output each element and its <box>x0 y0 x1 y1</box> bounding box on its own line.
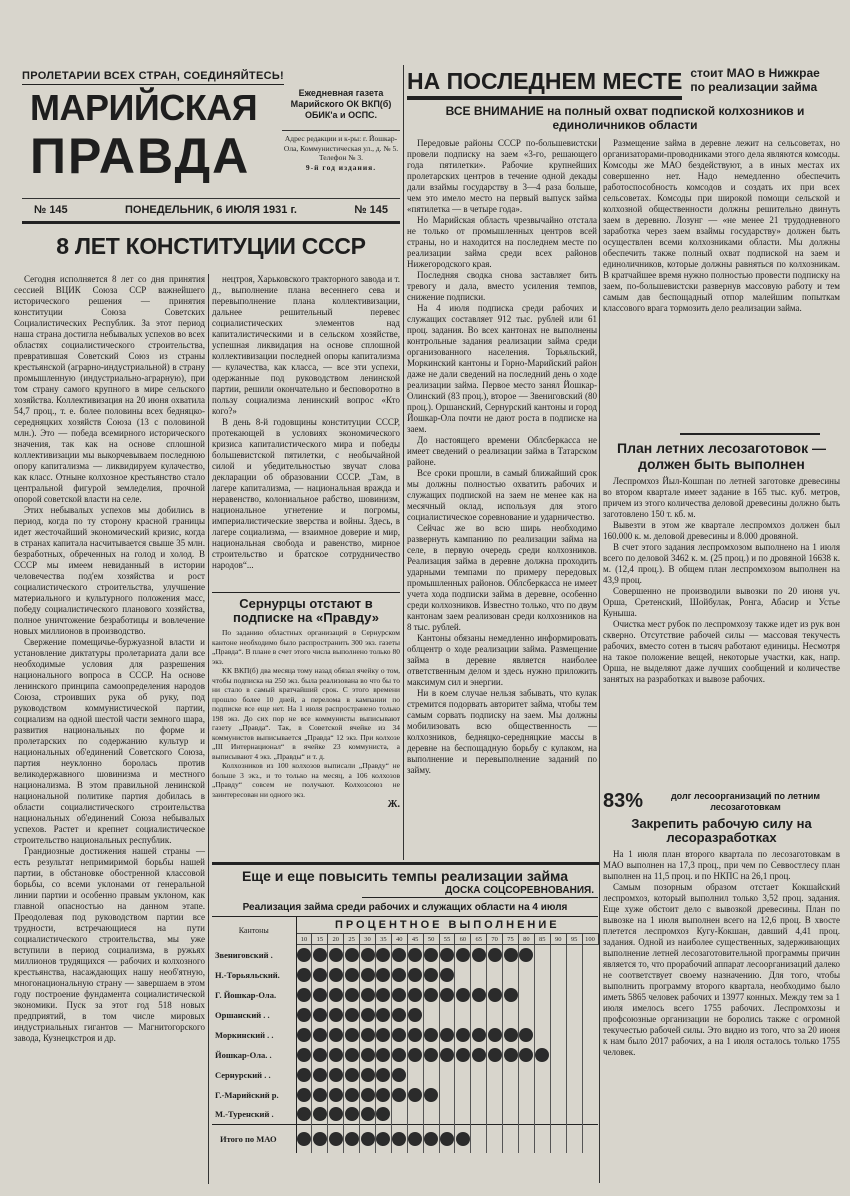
progress-dot <box>376 1088 390 1102</box>
canton-name: Г. Йошкар-Ола. <box>212 985 296 1005</box>
progress-dot <box>345 1132 359 1146</box>
paragraph: нецтроя, Харьковского тракторного завода и т. д., выполнение плана весеннего сева и перевыполнение плана коллективизации, дальнее решительный перевес социалистических элементов над капиталистическими и в сельском хозяйстве, успешная ликвидация на основе сплошной коллективизации последней опоры капитализма — кулачества, как класса, — все эти успехи, одержанные под руководством ленинской партии, решили окончательно и бесповоротно в пользу социализма ленинский вопрос «Кто кого?» <box>212 274 400 416</box>
progress-dot <box>376 948 390 962</box>
tick-label: 75 <box>503 934 519 945</box>
canton-name: Моркинский . . <box>212 1025 296 1045</box>
board-headline: Еще и еще повысить темпы реализации займа <box>241 868 569 884</box>
progress-dot <box>408 948 422 962</box>
masthead-motto: ПРОЛЕТАРИИ ВСЕХ СТРАН, СОЕДИНЯЙТЕСЬ! <box>22 70 284 85</box>
progress-dot <box>424 1028 438 1042</box>
logo-line-2: ПРАВДА <box>30 128 251 184</box>
paragraph: Последняя сводка снова заставляет бить тревогу и дала, вместо усиления темпов, снижение подписки. <box>407 270 597 302</box>
progress-dot <box>297 968 311 982</box>
table-row <box>212 1025 598 1045</box>
tick-label: 25 <box>344 934 360 945</box>
progress-dot <box>345 1048 359 1062</box>
sernur-title: Сернурцы отстают в подписке на «Правду» <box>233 596 379 625</box>
progress-dot <box>329 948 343 962</box>
sernur-body <box>212 628 400 799</box>
progress-dot <box>424 1048 438 1062</box>
tick-label: 40 <box>391 934 407 945</box>
issue-date: ПОНЕДЕЛЬНИК, 6 ИЮЛЯ 1931 г. <box>125 204 297 216</box>
progress-dot <box>345 1088 359 1102</box>
progress-dot <box>361 1088 375 1102</box>
paragraph: Колхозников из 100 колхозов выписали „Правду“ не больше 3 экз., и то только на месяц, а 106 колхозов „Правду“ совсем не получают. Колхозсоюз не заинтересован ни одного экз. <box>212 761 400 799</box>
progress-dot <box>361 1132 375 1146</box>
table-row <box>212 985 598 1005</box>
paragraph: В день 8-й годовщины конституции СССР, протекающей в условиях экономического кризиса капиталистического мира и победы большевистской пятилетки, с необычайной силой и убедительностью звучат слова декларации об образовании СССР. „Там, в лагере капитализма, — национальная вражда и неравенство, колониальное рабство, шовинизм, национальное угнетение и погромы, империалистические зверства и войны. Здесь, в лагере социализма, — взаимное доверие и мир, национальная свобода и равенство, мирное строительство и братское сотрудничество народов“... <box>212 417 400 570</box>
progress-dot <box>424 948 438 962</box>
progress-dot <box>313 1068 327 1082</box>
progress-dot <box>519 948 533 962</box>
paragraph: Кантоны обязаны немедленно информировать облцентр о ходе реализации займа. Размещение займа в деревне является наиболее ответственным делом и здесь нужно приложить максимум сил и энергии. <box>407 633 597 687</box>
progress-dot <box>297 1048 311 1062</box>
progress-dot <box>329 1068 343 1082</box>
tick-label: 10 <box>296 934 312 945</box>
progress-dot <box>488 1048 502 1062</box>
row-header: Кантоны <box>212 917 296 945</box>
progress-dot <box>313 1088 327 1102</box>
progress-dot <box>376 1008 390 1022</box>
tick-label: 45 <box>407 934 423 945</box>
issue-number-left: № 145 <box>34 204 68 216</box>
table-row <box>212 1065 598 1085</box>
progress-dot <box>345 988 359 1002</box>
canton-name: Н.-Торьяльский. <box>212 965 296 985</box>
paragraph: Самым позорным образом отстает Кокшайский леспромхоз, который выполнил только 3,52 проц. задания. Еще хуже обстоит дело с вывозкой древесины. План по вывозке на 1 июля выполнен всего на 12,6 проц. В хвосте плетется леспромхоз Кугу-Кокшан, давший 4,41 проц. задания. Одной из наиболее существенных, задерживающих выполнение летней лесозаготовительной программы причин является то, что прорабочий аппарат лесоорганизаций далеко не соответствует своему назначению. Для того, чтобы выполнить программу второго квартала, необходимо было иметь 5865 человек рабочих и 13977 конных. Между тем за 1 июля имелось всего 1755 рабочих. Леспромхозы и профсоюзные организации не боролись также с огромной текучестью рабочей силы. Это видно из того, что за 20 июня к нам было 2017 рабочих, а на 1 июля осталось только 1755 человек. <box>603 882 840 1057</box>
labour-debt: долг лесоорганизаций по летним лесозаготовкам <box>670 790 821 812</box>
progress-dot <box>345 968 359 982</box>
progress-dot <box>456 1132 470 1146</box>
progress-dot <box>408 1048 422 1062</box>
progress-dot <box>408 1008 422 1022</box>
progress-dot <box>392 1008 406 1022</box>
column-header: ПРОЦЕНТНОЕ ВЫПОЛНЕНИЕ <box>334 919 560 931</box>
progress-dot <box>329 968 343 982</box>
publisher-info: Ежедневная газета Марийского ОК ВКП(б) ОБИК'а и ОСПС. <box>290 88 392 120</box>
loan-subhead: ВСЕ ВНИМАНИЕ на полный охват подпиской колхозников и единоличников области <box>445 104 805 132</box>
table-row <box>212 1045 598 1065</box>
table-row <box>212 1085 598 1105</box>
progress-dot <box>329 1107 343 1121</box>
address-block <box>282 130 400 172</box>
paragraph: Ни в коем случае нельзя забывать, что кулак стремится подорвать авторитет займа, чтобы тем самым сорвать подписку на заем. Мы должны мобилизовать всю общественность — колхозников, бедняцко-середняцкие массы в деревне на беспощадную борьбу с кулаком, на выполнение и перевыполнение заданий по займу. <box>407 688 597 775</box>
progress-dot <box>408 1088 422 1102</box>
progress-dot <box>329 1088 343 1102</box>
progress-dot <box>424 968 438 982</box>
progress-dot <box>313 948 327 962</box>
tick-label: 30 <box>360 934 376 945</box>
progress-dot <box>297 1088 311 1102</box>
progress-dot <box>424 1132 438 1146</box>
progress-dot <box>472 988 486 1002</box>
progress-dot <box>361 968 375 982</box>
progress-dot <box>392 1088 406 1102</box>
paragraph: Но Марийская область чрезвычайно отстала не только от промышленных центров всей страны, но и находится на последнем месте по реализации займа среди всех районов Нижегородского края. <box>407 215 597 269</box>
progress-dot <box>376 988 390 1002</box>
progress-dot <box>361 1068 375 1082</box>
year-of-publication: 9-й год издания. <box>305 162 377 172</box>
progress-dot <box>376 1107 390 1121</box>
progress-dot <box>424 988 438 1002</box>
progress-dot <box>345 1028 359 1042</box>
tick-label: 15 <box>312 934 328 945</box>
progress-dot <box>440 1048 454 1062</box>
progress-dot <box>535 1048 549 1062</box>
progress-dot <box>297 1068 311 1082</box>
table-row <box>212 1005 598 1025</box>
progress-dot <box>297 1132 311 1146</box>
sernur-article <box>212 597 400 810</box>
paragraph: По заданию областных организаций в Сернурском кантоне необходимо было распространить 300 экз. газеты „Правда“. В плане в счет этого числа выполнено только 80 экз. <box>212 628 400 666</box>
progress-dot <box>376 1048 390 1062</box>
progress-dot <box>408 988 422 1002</box>
progress-dot <box>504 988 518 1002</box>
progress-dot <box>440 1132 454 1146</box>
progress-dot <box>456 988 470 1002</box>
progress-dot <box>313 1008 327 1022</box>
tick-label: 80 <box>518 934 534 945</box>
paragraph: Передовые районы СССР по-большевистски провели подписку на заем «3-го, решающего года пятилетки». Рабочие крупнейших пролетарских центров в течение одной декады дали взаймы государству в 3—4 раза больше, чем это имело место на первый выпуск займа «пятилетка — в четыре года». <box>407 138 597 214</box>
table-row <box>212 965 598 985</box>
lead-article-column-2 <box>212 274 400 571</box>
progress-dot <box>329 1132 343 1146</box>
tick-label: 85 <box>534 934 550 945</box>
paragraph: Все сроки прошли, в самый ближайший срок мы должны полностью охватить рабочих и служащих подпиской на заем не менее как на месячный оклад, используя для этого социалистическое соревнование и ударничество. <box>407 468 597 522</box>
progress-dot <box>456 1028 470 1042</box>
progress-dot <box>440 968 454 982</box>
total-row <box>212 1125 598 1153</box>
paragraph: На 4 июля подписка среди рабочих и служащих составляет 912 тыс. рублей или 61 проц. задания. Во всех кантонах не выполнены контрольные задания реализации займа среди организованного населения. Торьяльский, Моркинский кантоны и Горно-Марийский район даже не дали сведений на последний день о ходе реализации займа. Первое место занял Йошкар-Олинский (83 проц.), второе — Звениговский (80 проц.). Оршанский, Сернурский кантоны и город Йошкар-Ола почти не дают роста в подписке на заем. <box>407 303 597 434</box>
issue-line <box>22 198 400 224</box>
progress-dot <box>472 1028 486 1042</box>
tick-label: 50 <box>423 934 439 945</box>
loan-column-2 <box>603 138 840 314</box>
progress-dot <box>424 1088 438 1102</box>
labour-body <box>603 849 840 1058</box>
paragraph: Леспромхоз Йыл-Кошпан по летней заготовке древесины во втором квартале имеет задание в 165 тыс. куб. метров, причем из этого количества деловой древесины должно быть заготовлено 150 т. кб. м. <box>603 476 840 519</box>
paragraph: Совершенно не производили вывозки по 20 июня уч. Орша, Сретенский, Шойбулак, Ронга, Абасир и Устье Куныша. <box>603 586 840 618</box>
paragraph: КК ВКП(б) два месяца тому назад обязал ячейку о том, чтобы подписка на 250 экз. была реализована во что бы то ни стало в самый кратчайший срок. С этого времени прошло более 10 дней, а перелома в кампании по подписке все еще нет. На 1 июля распространено только 198 экз. До сих пор не все коммунисты выписывают газету „Правда“. Так, в Советской ячейке из 34 коммунистов выписывается „Правда“ 12 экз. При колхозе „III Интернационал“ в ячейке 23 коммуниста, а выписывают 4 экз. „Правды“ и т. д. <box>212 666 400 761</box>
labour-article <box>603 790 840 1058</box>
canton-name: Сернурский . . <box>212 1065 296 1085</box>
progress-dot <box>376 1028 390 1042</box>
progress-dot <box>392 1068 406 1082</box>
paragraph: Размещение займа в деревне лежит на сельсоветах, но организаторами-проводниками этого дела являются комсоды. Комсоды же МАО бездействуют, а в иных местах их совершенно нет. Надо немедленно обеспечить работоспособность комсодов и создать их при всех сельсоветах. Комсоды при широкой помощи сельской и колхозной общественности должны решительно двинуть заем в деревню. Лозунг — «не менее 21 трудодневного заработка через заем взаймы государству» должен быть осуществлен всеми колхозниками области. Мы должны обеспечить также полный охват подпиской на заем и единоличников, которые должны равняться по колхозникам. В кратчайшее время нужно полностью провести подписку на заем, по-большевистски развернув массовую работу и тем самым дав беспощадный отпор малейшим попыткам классового врага тормозить дело реализации займа. <box>603 138 840 313</box>
progress-dot <box>392 948 406 962</box>
canton-name: Йошкар-Ола. . <box>212 1045 296 1065</box>
board-label: ДОСКА СОЦСОРЕВНОВАНИЯ. <box>362 885 598 898</box>
progress-dot <box>313 1107 327 1121</box>
tick-label: 20 <box>328 934 344 945</box>
paragraph: В счет этого задания леспромхозом выполнено на 1 июля всего по деловой 3462 к. м. (25 проц.) и по дровяной 16638 к. м. (12,4 проц.). В общем план леспромхозом выполнен на 43,9 проц. <box>603 542 840 585</box>
progress-dot <box>440 948 454 962</box>
tick-label: 55 <box>439 934 455 945</box>
address: Адрес редакции и к-ры: г. Йошкар-Ола, Коммунистическая ул., д. № 5. <box>283 134 399 153</box>
timber-body <box>603 476 840 685</box>
progress-dot <box>297 948 311 962</box>
paragraph: Очистка мест рубок по леспромхозу также идет из рук вон скверно. Отсутствие рабочей силы — массовая текучесть рабочих, вместо сотен в тысяч работают единицы. Несмотря на такое положение вещей, некоторые участки, как, напр. Орша, не выделяют даже лучших сообщений и количестве занятых на разработках и вывозе рабочих. <box>603 619 840 684</box>
progress-dot <box>345 1068 359 1082</box>
tick-label: 100 <box>582 934 598 945</box>
competition-table <box>212 916 599 1153</box>
paragraph: Вывезти в этом же квартале леспромхоз должен был 160.000 к. м. деловой древесины и 8.000 дровяной. <box>603 520 840 541</box>
progress-dot <box>519 1028 533 1042</box>
progress-dot <box>440 1028 454 1042</box>
paragraph: Грандиозные достижения нашей страны — есть результат непримиримой борьбы нашей партии, в обстановке обостренной классовой борьбы, со всеми уклонами от генеральной линии партии и особенно правым уклоном, как главной опасностью на данном этапе. Преодолевая под руководством партии все трудности, встречающиеся на пути социалистического строительства, мы уже вступили в период социализма, в ружьях миллионов трудящихся — рабочих и колхозного крестьянства, насаждающих нашу необ'ятную, многонациональную страну — завершаем в этом году построение фундамента социалистической экономики. Пуск за этот год 518 новых предприятий, в том числе мировых индустриальных гигантов — Магнитогорского завода, Кузнецкстроя и др. <box>14 846 205 1043</box>
progress-dot <box>376 1132 390 1146</box>
tick-label: 95 <box>566 934 582 945</box>
canton-name: Оршанский . . <box>212 1005 296 1025</box>
canton-name: М.-Туренский . <box>212 1105 296 1125</box>
progress-dot <box>504 948 518 962</box>
progress-dot <box>392 1048 406 1062</box>
phone: Телефон № 3. <box>319 153 363 162</box>
paragraph: На 1 июля план второго квартала по лесозаготовкам в МАО выполнен на 17,3 проц., при чем по Севвостлесу план выполнен на 11,5 проц. и по НКПС на 26,1 проц. <box>603 849 840 881</box>
board-caption: Реализация займа среди рабочих и служащих области на 4 июля <box>242 902 568 913</box>
progress-dot <box>345 1008 359 1022</box>
paragraph: До настоящего времени Облсберкасса не имеет сведений о реализации займа в Татарском районе. <box>407 435 597 467</box>
progress-dot <box>313 1028 327 1042</box>
canton-name: Звениговский . <box>212 945 296 965</box>
progress-dot <box>488 1028 502 1042</box>
loan-headline-block <box>407 66 842 100</box>
lead-article-column-1 <box>14 274 205 1044</box>
logo-line-1: МАРИЙСКАЯ <box>30 87 258 128</box>
progress-dot <box>361 1048 375 1062</box>
progress-dot <box>440 988 454 1002</box>
canton-name: Итого по МАО <box>212 1125 296 1153</box>
canton-name: Г.-Марийский р. <box>212 1085 296 1105</box>
progress-dot <box>361 1107 375 1121</box>
progress-dot <box>361 1028 375 1042</box>
newspaper-logo <box>30 88 275 184</box>
progress-dot <box>504 1028 518 1042</box>
progress-dot <box>376 1068 390 1082</box>
progress-dot <box>329 988 343 1002</box>
paragraph: Сейчас же во всю ширь необходимо развернуть кампанию по реализации займа на селе, в первую очередь среди колхозников. Реализация займа в деревне должна проходить ударными темпами по примеру передовых промышленных районов. Облсберкасса не имеет учета хода подписки займа в деревне, особенно среди колхозников. Известно только, что по двум кантонам заем реализован среди колхозников на 8 тыс. рублей. <box>407 523 597 632</box>
progress-dot <box>361 988 375 1002</box>
table-row <box>212 1105 598 1125</box>
progress-dot <box>297 988 311 1002</box>
progress-dot <box>313 1048 327 1062</box>
progress-dot <box>392 988 406 1002</box>
competition-board <box>212 868 598 1153</box>
sernur-signature: Ж. <box>387 799 400 810</box>
progress-dot <box>472 1048 486 1062</box>
progress-dot <box>456 948 470 962</box>
progress-dot <box>361 948 375 962</box>
progress-dot <box>392 1028 406 1042</box>
labour-percent: 83% <box>603 790 644 812</box>
progress-dot <box>408 968 422 982</box>
issue-number-right: № 145 <box>354 204 388 216</box>
progress-dot <box>488 988 502 1002</box>
progress-dot <box>297 1028 311 1042</box>
progress-dot <box>376 968 390 982</box>
tick-label: 60 <box>455 934 471 945</box>
loan-column-1 <box>407 138 597 776</box>
timber-article <box>603 440 840 685</box>
timber-title: План летних лесозаготовок — должен быть выполнен <box>617 440 826 472</box>
progress-dot <box>313 1132 327 1146</box>
tick-label: 65 <box>471 934 487 945</box>
labour-title: Закрепить рабочую силу на лесоразработках <box>631 816 812 845</box>
progress-dot <box>313 968 327 982</box>
progress-dot <box>488 948 502 962</box>
table-row <box>212 945 598 965</box>
paragraph: Этих небывалых успехов мы добились в период, когда по ту сторону красной границы идет жесточайший экономический кризис, когда в странах капитала насчитывается свыше 35 млн. безработных, обреченных на голод и холод. В СССР мы имеем невиданный в истории человечества под'ем хозяйства и рост социалистического строительства, улучшение материального и культурного положения масс, победу социалистического планового хозяйства, полное уничтожение безработицы и вовлечение новых миллионов в производство. <box>14 505 205 636</box>
tick-label: 90 <box>550 934 566 945</box>
progress-dot <box>408 1028 422 1042</box>
loan-headline: НА ПОСЛЕДНЕМ МЕСТЕ <box>407 66 682 100</box>
progress-dot <box>345 948 359 962</box>
tick-label: 35 <box>375 934 391 945</box>
progress-dot <box>392 968 406 982</box>
paragraph: Свержение помещичье-буржуазной власти и установление диктатуры пролетариата дали все необходимые условия для разрешения национального вопроса в СССР. На основе ленинского принципа самоопределения народов Союза, строивших рука об руку, под руководством коммунистической партии, социализм на одной шестой части земного шара, развития национальных по форме и пролетарских по содержанию культур и национальных об'единений Советского Союза, партия неуклонно боролась против великодержавного шовинизма и местного национализма. В этом правильной ленинской национальной политике партия добилась в области социалистического строительства национальных об'единений Союза небывалых успехов. Растет и крепнет социалистическое строительство национальных республик. <box>14 637 205 845</box>
progress-dot <box>313 988 327 1002</box>
progress-dot <box>329 1008 343 1022</box>
progress-dot <box>519 1048 533 1062</box>
progress-dot <box>504 1048 518 1062</box>
progress-dot <box>392 1132 406 1146</box>
progress-dot <box>472 948 486 962</box>
progress-dot <box>329 1028 343 1042</box>
tick-label: 70 <box>487 934 503 945</box>
paragraph: Сегодня исполняется 8 лет со дня принятия сессией ВЦИК Союза ССР важнейшего исторического решения — принятия конституции Союза Советских Социалистических Республик. За этот период наша страна достигла небывалых успехов во всех областях социалистического строительства, превратившая Советский Союз из страны крестьянской (аграрно-индустриальной) в страну промышленную (индустриально-аграрную), при том страну самого крупного в мире сельского хозяйства. Коллективизация на 20 июня охватила 54,7 проц., т. е. более половины всех бедняцко-середняцких хозяйств Союза (13 с половиной млн.). Это — победа всемирного исторического значения, так как на основе сплошной коллективизации мы выкорчевываем последнюю опору капитализма — ликвидируем кулачество, как класс. Отныне колхозное крестьянство стало центральной фигурой земледелия, прочной опорой советской власти на селе. <box>14 274 205 504</box>
progress-dot <box>297 1107 311 1121</box>
loan-headline-tail: стоит МАО в Нижкрае по реализации займа <box>690 66 820 94</box>
progress-dot <box>361 1008 375 1022</box>
progress-dot <box>329 1048 343 1062</box>
progress-dot <box>297 1008 311 1022</box>
lead-headline: 8 ЛЕТ КОНСТИТУЦИИ СССР <box>56 233 366 259</box>
progress-dot <box>408 1132 422 1146</box>
progress-dot <box>456 1048 470 1062</box>
progress-dot <box>345 1107 359 1121</box>
